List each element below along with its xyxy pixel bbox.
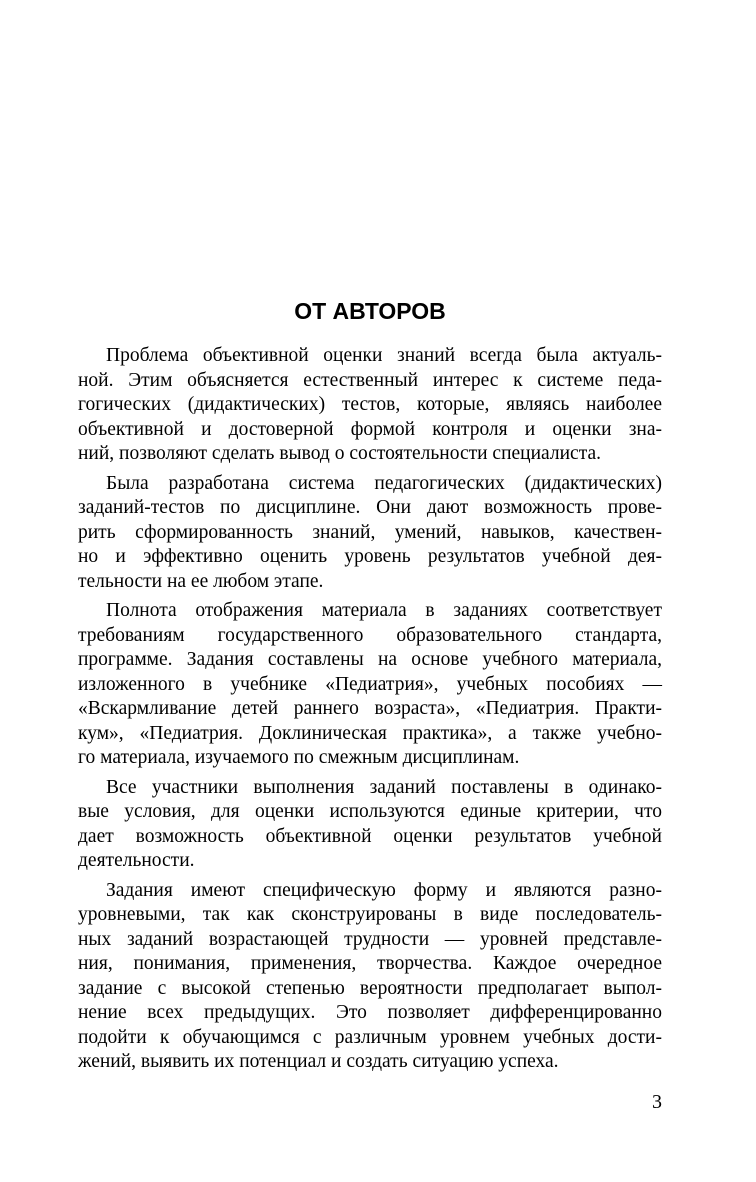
text-line: жений, выявить их потенциал и создать ситуацию успеха.: [78, 1051, 559, 1072]
paragraph-5: [78, 879, 662, 1075]
text-line: кум», «Педиатрия. Доклиническая практика», а также учебно-: [78, 722, 662, 744]
text-line: го материала, изучаемого по смежным дисциплинам.: [78, 747, 520, 768]
text-line: требованиям государственного образовательного стандарта,: [78, 624, 662, 646]
text-line: заданий-тестов по дисциплине. Они дают возможность прове-: [78, 497, 662, 518]
text-line: но и эффективно оценить уровень результатов учебной дея-: [78, 546, 662, 567]
text-line: тельности на ее любом этапе.: [78, 570, 324, 592]
text-line: ния, понимания, применения, творчества. Каждое очередное: [78, 953, 662, 974]
text-line: нение всех предыдущих. Это позволяет дифференцированно: [78, 1002, 662, 1023]
text-line: Полнота отображения материала в заданиях соответствует: [106, 600, 662, 621]
body-text: [78, 344, 662, 1080]
paragraph-4: [78, 776, 662, 874]
text-line: изложенного в учебнике «Педиатрия», учебных пособиях —: [78, 673, 662, 695]
text-line: уровневыми, так как сконструированы в виде последователь-: [78, 904, 662, 925]
text-line: задание с высокой степенью вероятности предполагает выпол-: [78, 977, 662, 999]
book-page: [78, 0, 662, 1182]
section-title: ОТ АВТОРОВ: [294, 298, 446, 324]
paragraph-2: [78, 472, 662, 595]
text-line: ний, позволяют сделать вывод о состоятельности специалиста.: [78, 443, 601, 464]
text-line: Задания имеют специфическую форму и являются разно-: [106, 879, 662, 901]
text-line: деятельности.: [78, 850, 195, 871]
text-line: ных заданий возрастающей трудности — уровней представле-: [78, 928, 662, 950]
paragraph-1: [78, 344, 662, 467]
text-line: объективной и достоверной формой контроля и оценки зна-: [78, 418, 662, 440]
text-line: рить сформированность знаний, умений, навыков, качествен-: [78, 521, 662, 543]
text-line: подойти к обучающимся с различным уровнем учебных дости-: [78, 1026, 662, 1048]
text-line: вые условия, для оценки используются единые критерии, что: [78, 801, 662, 822]
text-line: Проблема объективной оценки знаний всегда была актуаль-: [106, 345, 662, 366]
text-line: Была разработана система педагогических (дидактических): [106, 472, 662, 494]
text-line: ной. Этим объясняется естественный интерес к системе педа-: [78, 369, 662, 391]
paragraph-3: [78, 599, 662, 771]
text-line: программе. Задания составлены на основе учебного материала,: [78, 649, 662, 670]
page-number: 3: [652, 1091, 662, 1113]
text-line: «Вскармливание детей раннего возраста», «Педиатрия. Практи-: [78, 698, 662, 719]
text-line: дает возможность объективной оценки результатов учебной: [78, 825, 662, 847]
text-line: гогических (дидактических) тестов, которые, являясь наиболее: [78, 394, 662, 415]
text-line: Все участники выполнения заданий поставлены в одинако-: [106, 776, 662, 798]
